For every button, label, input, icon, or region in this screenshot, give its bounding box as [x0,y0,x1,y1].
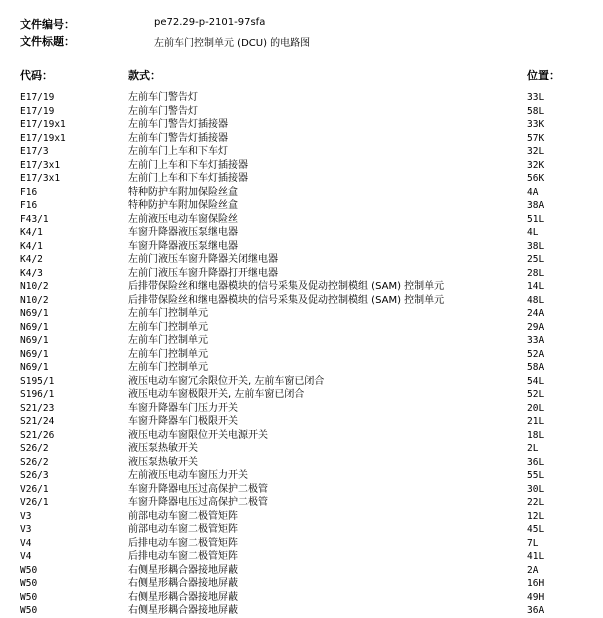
table-row [0,253,603,267]
table-row [0,550,603,564]
component-code: W50 [20,591,38,603]
table-row [0,334,603,348]
component-description: 左前门液压车窗升降器关闭继电器 [128,254,278,265]
component-code: F16 [20,200,38,211]
component-position: 30L [527,483,545,495]
component-description: 左前液压电动车窗保险丝 [128,213,238,225]
component-code: K4/1 [20,240,43,252]
component-code: S21/24 [20,416,55,427]
component-description: 左前车门控制单元 [128,362,208,373]
component-code: S196/1 [20,389,55,400]
component-code: V26/1 [20,483,49,495]
component-code: V4 [20,537,32,549]
component-description: 左前车门控制单元 [128,348,208,360]
component-position: 52L [527,389,545,400]
component-position: 36L [527,456,545,468]
doc-title-label: 文件标题： [20,35,75,48]
component-position: 58A [527,362,545,373]
table-row [0,510,603,524]
component-description: 车窗升降器液压泵继电器 [128,240,238,252]
component-position: 22L [527,497,545,508]
component-description: 后排电动车窗二极管矩阵 [128,551,238,562]
table-row [0,91,603,105]
component-position: 33L [527,92,545,103]
component-code: E17/19 [20,105,55,117]
component-description: 左前车门警告灯 [128,92,198,103]
component-position: 16H [527,578,545,589]
component-description: 左前门上车和下车灯插接器 [128,159,248,171]
component-description: 左前车门警告灯插接器 [128,119,228,130]
component-position: 58L [527,105,545,117]
component-position: 2A [527,564,539,576]
component-position: 28L [527,267,545,279]
component-description: 特种防护车附加保险丝盒 [128,200,238,211]
table-row [0,604,603,618]
component-position: 56K [527,173,545,184]
component-description: 左前门液压车窗升降器打开继电器 [128,267,278,279]
component-code: S26/3 [20,470,49,481]
table-row [0,321,603,335]
component-code: F43/1 [20,213,49,225]
component-code: V26/1 [20,497,49,508]
component-position: 45L [527,524,545,535]
component-code: S26/2 [20,443,49,454]
component-table [0,91,603,618]
table-row [0,483,603,497]
table-row [0,564,603,578]
component-code: N10/2 [20,281,49,292]
table-row [0,375,603,389]
component-description: 左前车门警告灯插接器 [128,132,228,144]
component-description: 车窗升降器液压泵继电器 [128,227,238,238]
doc-number-label: 文件编号： [20,18,75,31]
component-description: 前部电动车窗二极管矩阵 [128,510,238,522]
component-position: 29A [527,321,545,333]
table-row [0,280,603,294]
table-row [0,307,603,321]
component-description: 右侧星形耦合器接地屏蔽 [128,605,238,616]
table-row [0,159,603,173]
component-code: V3 [20,510,32,522]
component-code: E17/3 [20,146,49,157]
table-row [0,577,603,591]
component-position: 57K [527,132,545,144]
table-row [0,213,603,227]
table-row [0,132,603,146]
component-position: 14L [527,281,545,292]
table-row [0,591,603,605]
table-row [0,496,603,510]
component-position: 38A [527,200,545,211]
column-header-description: 款式： [128,69,161,82]
component-description: 左前车门控制单元 [128,335,208,346]
component-code: E17/19x1 [20,119,66,130]
table-row [0,240,603,254]
component-code: E17/19 [20,92,55,103]
component-position: 33A [527,335,545,346]
component-position: 4L [527,227,539,238]
component-description: 液压泵热敏开关 [128,456,198,468]
component-code: K4/3 [20,267,43,279]
component-code: K4/2 [20,254,43,265]
table-row [0,226,603,240]
component-code: V3 [20,524,32,535]
table-row [0,118,603,132]
component-code: N69/1 [20,348,49,360]
component-description: 后排电动车窗二极管矩阵 [128,537,238,549]
component-description: 车窗升降器车门极限开关 [128,416,238,427]
component-description: 右侧星形耦合器接地屏蔽 [128,578,238,589]
table-row [0,105,603,119]
doc-title-value: 左前车门控制单元 (DCU) 的电路图 [154,38,311,49]
component-code: E17/3x1 [20,173,61,184]
component-position: 48L [527,294,545,306]
component-description: 后排带保险丝和继电器模块的信号采集及促动控制模组 (SAM) 控制单元 [128,294,445,306]
component-position: 18L [527,429,545,441]
component-position: 21L [527,416,545,427]
component-position: 4A [527,186,539,198]
component-description: 左前液压电动车窗压力开关 [128,470,248,481]
component-code: S21/26 [20,429,55,441]
component-code: N69/1 [20,362,49,373]
component-position: 49H [527,591,545,603]
table-row [0,537,603,551]
component-code: W50 [20,578,38,589]
table-row [0,442,603,456]
component-code: F16 [20,186,38,198]
component-description: 液压电动车窗冗余限位开关, 左前车窗已闭合 [128,375,325,387]
table-row [0,294,603,308]
component-position: 20L [527,402,545,414]
component-position: 32L [527,146,545,157]
component-position: 12L [527,510,545,522]
component-code: W50 [20,564,38,576]
table-row [0,388,603,402]
component-description: 后排带保险丝和继电器模块的信号采集及促动控制模组 (SAM) 控制单元 [128,281,445,292]
component-code: S26/2 [20,456,49,468]
table-row [0,361,603,375]
component-position: 7L [527,537,539,549]
component-position: 54L [527,375,545,387]
column-header-code: 代码： [20,69,53,82]
component-code: E17/19x1 [20,132,66,144]
component-code: W50 [20,605,38,616]
component-description: 前部电动车窗二极管矩阵 [128,524,238,535]
component-code: V4 [20,551,32,562]
component-code: E17/3x1 [20,159,61,171]
component-position: 25L [527,254,545,265]
table-row [0,199,603,213]
table-row [0,145,603,159]
component-position: 36A [527,605,545,616]
component-code: S195/1 [20,375,55,387]
component-code: N10/2 [20,294,49,306]
table-row [0,186,603,200]
component-description: 特种防护车附加保险丝盒 [128,186,238,198]
component-position: 33K [527,119,545,130]
component-description: 左前车门控制单元 [128,308,208,319]
component-description: 车窗升降器电压过高保护二极管 [128,483,268,495]
component-position: 52A [527,348,545,360]
component-description: 右侧星形耦合器接地屏蔽 [128,591,238,603]
component-description: 左前车门上车和下车灯 [128,146,228,157]
column-header-position: 位置： [527,69,560,82]
component-description: 车窗升降器电压过高保护二极管 [128,497,268,508]
table-row [0,429,603,443]
doc-number-value: pe72.29-p-2101-97sfa [154,17,266,28]
component-description: 车窗升降器车门压力开关 [128,402,238,414]
table-row [0,456,603,470]
table-row [0,415,603,429]
component-position: 51L [527,213,545,225]
component-description: 右侧星形耦合器接地屏蔽 [128,564,238,576]
component-position: 24A [527,308,545,319]
component-description: 左前车门警告灯 [128,105,198,117]
component-description: 左前车门控制单元 [128,321,208,333]
table-row [0,402,603,416]
component-position: 55L [527,470,545,481]
component-code: S21/23 [20,402,55,414]
table-row [0,172,603,186]
table-row [0,469,603,483]
component-description: 液压泵热敏开关 [128,443,198,454]
component-position: 2L [527,443,539,454]
component-position: 32K [527,159,545,171]
table-row [0,523,603,537]
table-row [0,348,603,362]
component-code: N69/1 [20,335,49,346]
table-row [0,267,603,281]
component-description: 液压电动车窗限位开关电源开关 [128,429,268,441]
component-code: N69/1 [20,321,49,333]
component-description: 液压电动车窗极限开关, 左前车窗已闭合 [128,389,305,400]
component-code: K4/1 [20,227,43,238]
component-position: 41L [527,551,545,562]
component-description: 左前门上车和下车灯插接器 [128,173,248,184]
component-code: N69/1 [20,308,49,319]
component-position: 38L [527,240,545,252]
